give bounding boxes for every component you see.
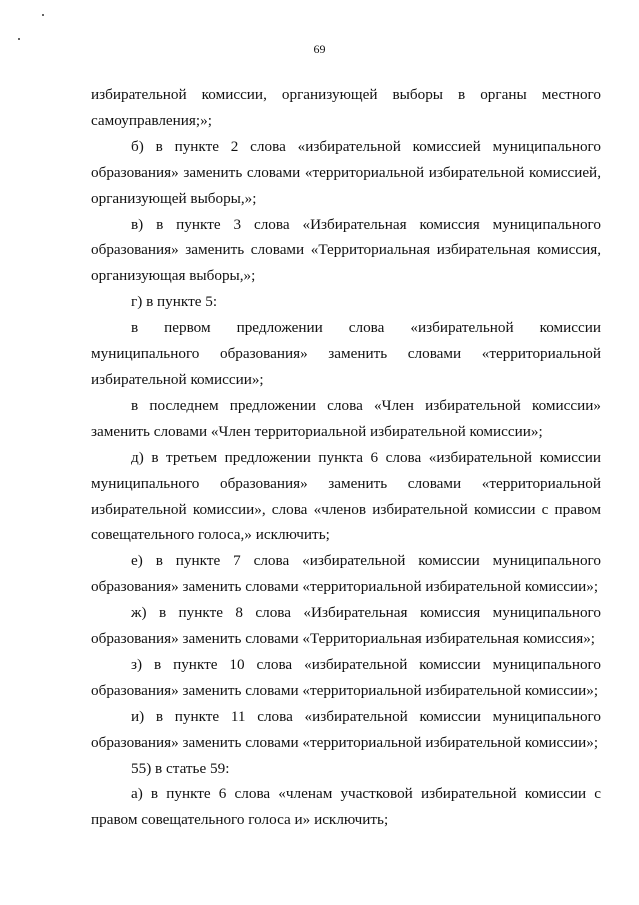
paragraph: в первом предложении слова «избирательной комиссии муниципального образования» заменить словами «территориальной избирательной комиссии»; — [91, 319, 601, 388]
paragraph: г) в пункте 5: — [131, 293, 218, 311]
page-number: 69 — [313, 42, 326, 56]
paragraph: е) в пункте 7 слова «избирательной комиссии муниципального образования» заменить словами «территориальной избирательной комиссии»; — [91, 552, 601, 596]
paragraph: в последнем предложении слова «Член избирательной комиссии» заменить словами «Член территориальной избирательной комиссии»; — [91, 396, 601, 440]
paragraph: ж) в пункте 8 слова «Избирательная комиссия муниципального образования» заменить словами «Территориальная избирательная комиссия»; — [91, 604, 601, 648]
paragraph: а) в пункте 6 слова «членам участковой избирательной комиссии с правом совещательного голоса и» исключить; — [91, 785, 601, 829]
paragraph: в) в пункте 3 слова «Избирательная комиссия муниципального образования» заменить словами «Территориальная избирательная комиссия, организующая выборы,»; — [91, 215, 601, 285]
paragraph: б) в пункте 2 слова «избирательной комиссией муниципального образования» заменить словами «территориальной избирательной комиссией, организующей выборы,»; — [91, 137, 601, 207]
scan-speck — [42, 14, 44, 16]
paragraph: 55) в статье 59: — [131, 759, 230, 777]
paragraph: и) в пункте 11 слова «избирательной комиссии муниципального образования» заменить словами «территориальной избирательной комиссии»; — [91, 707, 601, 751]
document-body — [91, 82, 601, 833]
scan-speck — [18, 38, 20, 40]
paragraph: з) в пункте 10 слова «избирательной комиссии муниципального образования» заменить словами «территориальной избирательной комиссии»; — [91, 655, 601, 699]
paragraph: д) в третьем предложении пункта 6 слова «избирательной комиссии муниципального образования» заменить словами «территориальной избирательной комиссии», слова «членов избирательной комиссии с правом совещательного голоса,» исключить; — [91, 448, 601, 544]
paragraph: избирательной комиссии, организующей выборы в органы местного самоуправления;»; — [91, 86, 601, 129]
